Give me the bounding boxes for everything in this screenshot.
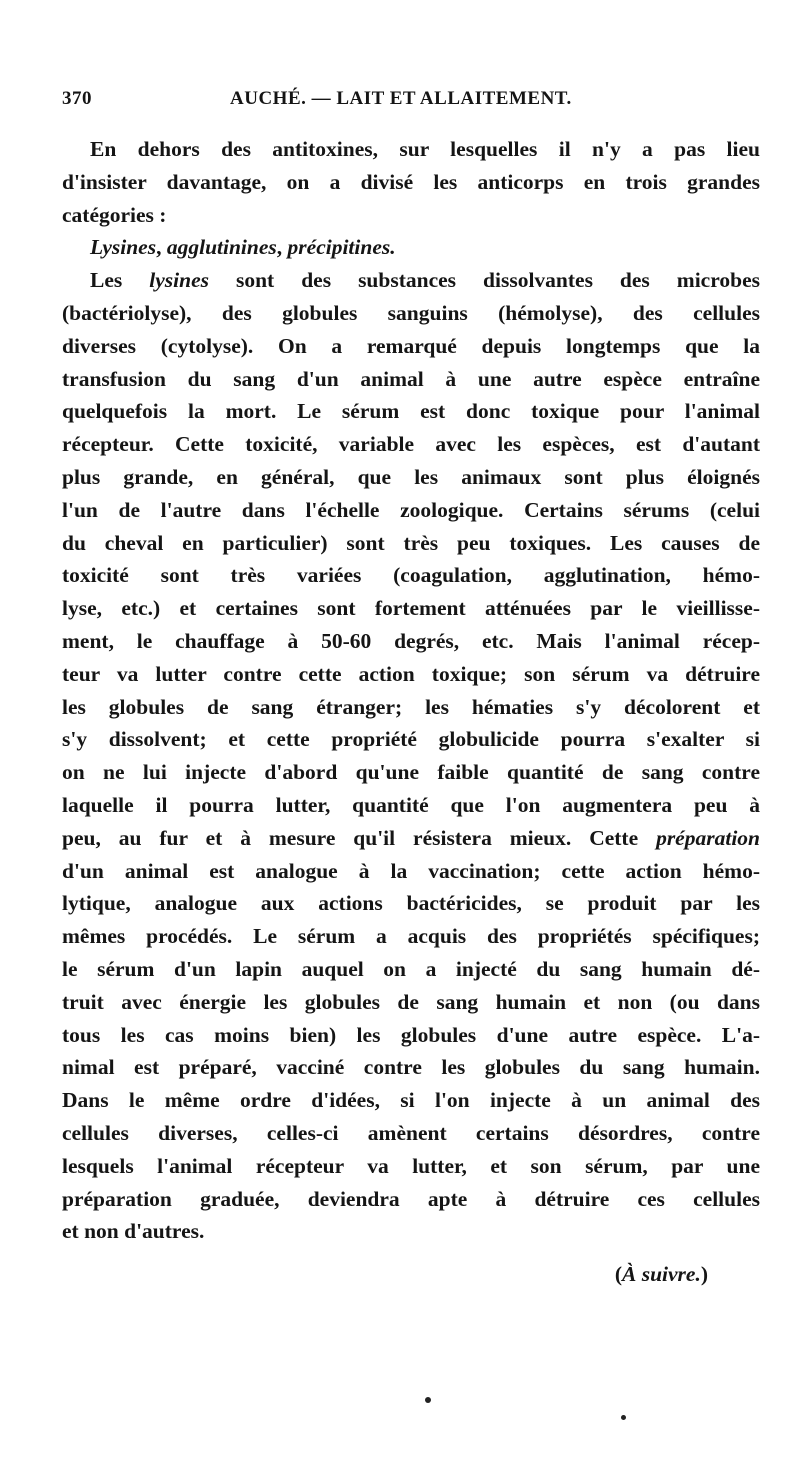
text-line: ment, le chauffage à 50-60 degrés, etc. Mais l'animal récep- <box>62 628 760 653</box>
text-line: nimal est préparé, vacciné contre les globules du sang humain. <box>62 1055 760 1080</box>
text-fragment: peu, au fur et à mesure qu'il résistera mieux. Cette <box>62 825 657 850</box>
text-line: laquelle il pourra lutter, quantité que l'on augmentera peu à <box>62 792 760 817</box>
text-line: lyse, etc.) et certaines sont fortement atténuées par le vieillisse- <box>62 596 760 621</box>
text-line: les globules de sang étranger; les hématies s'y décolorent et <box>62 694 760 719</box>
text-line: toxicité sont très variées (coagulation, agglutination, hémo- <box>62 563 760 588</box>
page-number: 370 <box>62 88 92 109</box>
text-line: En dehors des antitoxines, sur lesquelles il n'y a pas lieu <box>90 137 760 161</box>
text-line: transfusion du sang d'un animal à une autre espèce entraîne <box>62 366 760 391</box>
separator: , <box>276 235 288 260</box>
text-line: cellules diverses, celles-ci amènent certains désordres, contre <box>62 1120 760 1145</box>
text-line <box>62 264 760 297</box>
text-line: d'insister davantage, on a divisé les anticorps en trois grandes <box>62 169 760 194</box>
text-line: préparation graduée, deviendra apte à détruire ces cellules <box>62 1186 760 1211</box>
to-be-continued <box>615 1262 708 1287</box>
term-preparation: préparation <box>656 825 760 850</box>
term-lysines-inline: lysines <box>149 268 209 293</box>
body-text <box>62 133 760 1248</box>
text-fragment: sont des substances dissolvantes des microbes <box>208 268 760 293</box>
text-line: mêmes procédés. Le sérum a acquis des propriétés spécifiques; <box>62 924 760 949</box>
ink-speck <box>621 1415 626 1420</box>
running-title: AUCHÉ. — LAIT ET ALLAITEMENT. <box>230 88 572 109</box>
term-agglutinines: agglutinines <box>166 235 277 260</box>
text-line: truit avec énergie les globules de sang humain et non (ou dans <box>62 989 760 1014</box>
text-line: le sérum d'un lapin auquel on a injecté du sang humain dé- <box>62 956 760 981</box>
term-precipitines: précipitines. <box>287 235 396 260</box>
text-line: lytique, analogue aux actions bactéricides, se produit par les <box>62 891 760 916</box>
text-line: s'y dissolvent; et cette propriété globulicide pourra s'exalter si <box>62 727 760 752</box>
a-suivre-text: À suivre. <box>621 1262 701 1286</box>
text-fragment: Les <box>90 268 150 293</box>
separator: , <box>156 235 167 260</box>
text-line: (bactériolyse), des globules sanguins (hémolyse), des cellules <box>62 300 760 325</box>
text-line: tous les cas moins bien) les globules d'une autre espèce. L'a- <box>62 1022 760 1047</box>
text-line: lesquels l'animal récepteur va lutter, et son sérum, par une <box>62 1153 760 1178</box>
text-line: quelquefois la mort. Le sérum est donc toxique pour l'animal <box>62 399 760 424</box>
paren-open: ( <box>614 1262 622 1286</box>
text-line: et non d'autres. <box>62 1219 205 1244</box>
paren-close: ) <box>700 1262 708 1286</box>
text-line: catégories : <box>62 202 167 227</box>
text-line: on ne lui injecte d'abord qu'une faible quantité de sang contre <box>62 760 760 785</box>
ink-speck <box>425 1397 431 1403</box>
text-line: diverses (cytolyse). On a remarqué depuis longtemps que la <box>62 333 760 358</box>
text-line: du cheval en particulier) sont très peu toxiques. Les causes de <box>62 530 760 555</box>
text-line: Dans le même ordre d'idées, si l'on injecte à un animal des <box>62 1088 760 1113</box>
text-line: l'un de l'autre dans l'échelle zoologique. Certains sérums (celui <box>62 497 760 522</box>
running-head <box>62 88 760 116</box>
text-line: plus grande, en général, que les animaux sont plus éloignés <box>62 464 760 489</box>
text-line <box>62 822 760 855</box>
text-line: récepteur. Cette toxicité, variable avec les espèces, est d'autant <box>62 432 760 457</box>
term-lysines: Lysines <box>90 235 157 260</box>
text-line: teur va lutter contre cette action toxique; son sérum va détruire <box>62 661 760 686</box>
antibody-categories-line <box>62 231 760 264</box>
text-line: d'un animal est analogue à la vaccination; cette action hémo- <box>62 858 760 883</box>
